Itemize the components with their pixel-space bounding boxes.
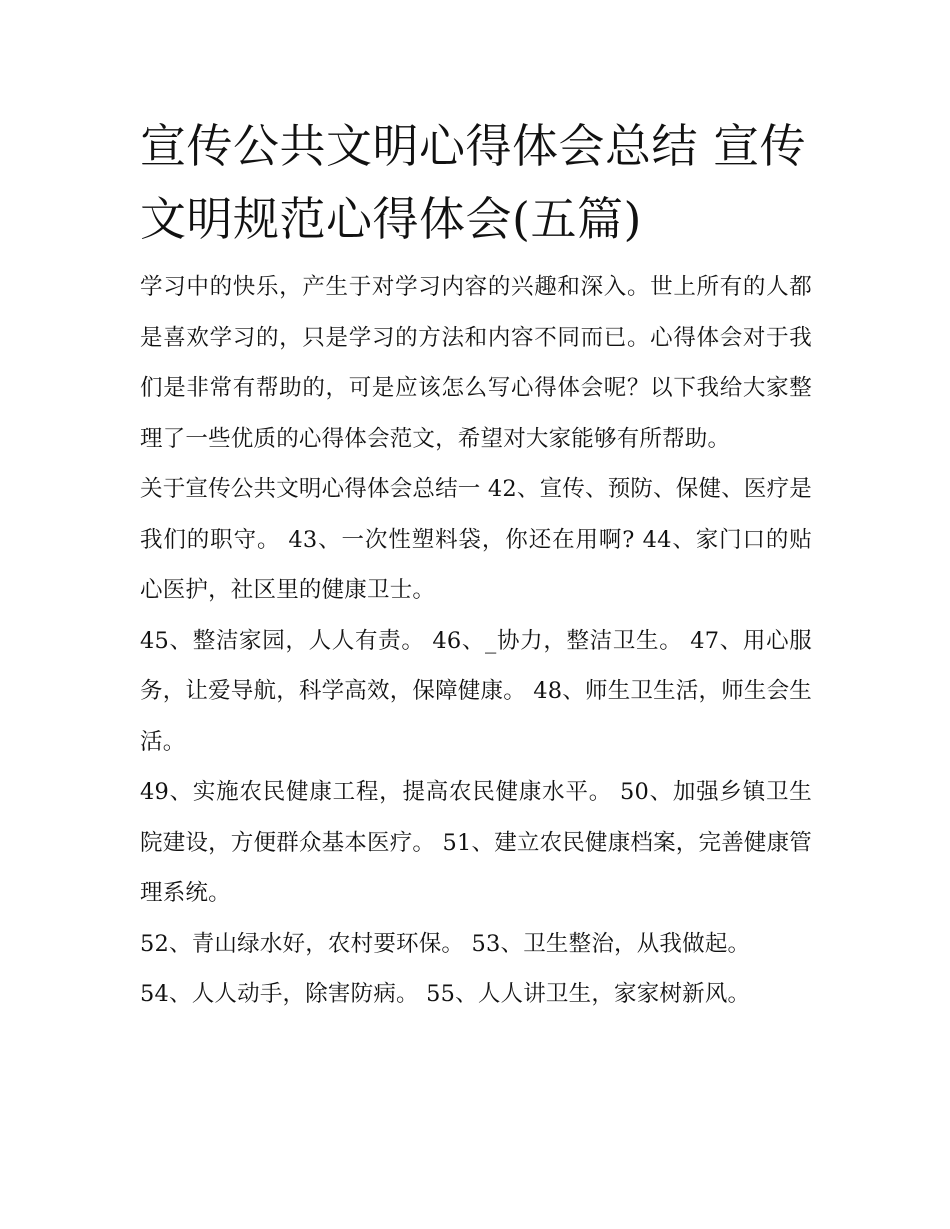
body-paragraph: 关于宣传公共文明心得体会总结一 42、宣传、预防、保健、医疗是我们的职守。 43、一次性塑料袋，你还在用啊? 44、家门口的贴心医护，社区里的健康卫士。 bbox=[140, 476, 812, 603]
body-paragraph: 52、青山绿水好，农村要环保。 53、卫生整治，从我做起。 bbox=[140, 930, 751, 957]
body-paragraph: 45、整洁家园，人人有责。 46、_协力，整洁卫生。 47、用心服务，让爱导航，科学高效，保障健康。 48、师生卫生活，师生会生活。 bbox=[140, 627, 812, 755]
intro-paragraph: 学习中的快乐，产生于对学习内容的兴趣和深入。世上所有的人都是喜欢学习的，只是学习的方法和内容不同而已。心得体会对于我们是非常有帮助的，可是应该怎么写心得体会呢？以下我给大家整理了一些优质的心得体会范文，希望对大家能够有所帮助。 bbox=[140, 274, 812, 452]
document-title: 宣传公共文明心得体会总结 宣传文明规范心得体会(五篇) bbox=[140, 119, 807, 246]
body-paragraph: 49、实施农民健康工程，提高农民健康水平。 50、加强乡镇卫生院建设，方便群众基本医疗。 51、建立农民健康档案，完善健康管理系统。 bbox=[140, 779, 812, 906]
document-body bbox=[140, 110, 812, 1020]
body-paragraph: 54、人人动手，除害防病。 55、人人讲卫生，家家树新风。 bbox=[140, 981, 751, 1007]
